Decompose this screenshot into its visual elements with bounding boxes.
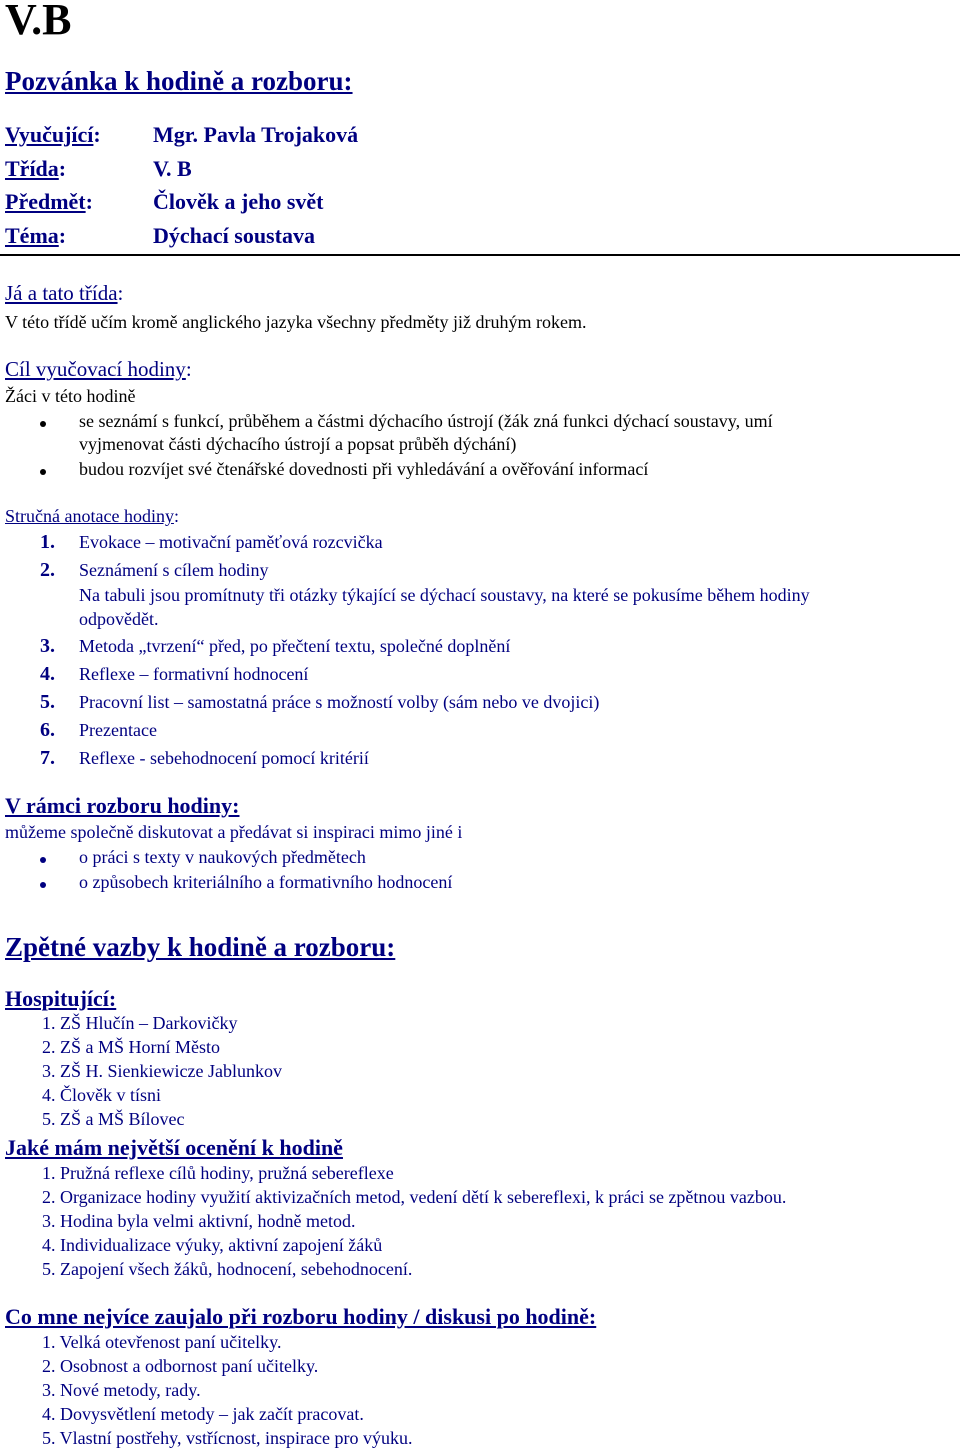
appreciation-item-1: 1. Pružná reflexe cílů hodiny, pružná sebereflexe [42, 1163, 394, 1183]
analysis-heading: V rámci rozboru hodiny: [5, 793, 240, 818]
meta-value-class: V. B [153, 156, 192, 181]
class-heading: V.B [5, 0, 72, 44]
appreciation-heading: Jaké mám největší ocenění k hodině [5, 1135, 343, 1160]
bullet-icon [40, 469, 46, 475]
annotation-num-2: 2. [40, 559, 55, 581]
appreciation-item-2: 2. Organizace hodiny využití aktivizačních metod, vedení dětí k sebereflexi, k práci se zpětnou vazbou. [42, 1187, 787, 1207]
lesson-goal-bullet-2: budou rozvíjet své čtenářské dovednosti při vyhledávání a ověřování informací [79, 459, 649, 479]
meta-label-teacher: Vyučující: [5, 122, 101, 147]
bullet-icon [40, 882, 46, 888]
meta-value-subject: Člověk a jeho svět [153, 189, 324, 214]
annotation-item-2-detail: Na tabuli jsou promítnuty tři otázky týkající se dýchací soustavy, na které se pokusíme během hodiny [79, 585, 810, 605]
annotation-item-2-detail-cont: odpovědět. [79, 609, 159, 629]
lesson-goal-bullet-1-cont: vyjmenovat části dýchacího ústrojí a popsat průběh dýchání) [79, 434, 517, 454]
observer-item-5: 5. ZŠ a MŠ Bílovec [42, 1109, 185, 1129]
bullet-icon [40, 857, 46, 863]
meta-label-class: Třída: [5, 156, 67, 181]
analysis-bullet-1: o práci s texty v naukových předmětech [79, 847, 366, 867]
annotation-item-5: Pracovní list – samostatná práce s možností volby (sám nebo ve dvojici) [79, 692, 600, 712]
annotation-item-4: Reflexe – formativní hodnocení [79, 664, 309, 684]
appreciation-item-3: 3. Hodina byla velmi aktivní, hodně metod. [42, 1211, 356, 1231]
annotation-item-7: Reflexe - sebehodnocení pomocí kritérií [79, 748, 369, 768]
analysis-intro: můžeme společně diskutovat a předávat si inspiraci mimo jiné i [5, 822, 463, 842]
observer-item-4: 4. Člověk v tísni [42, 1085, 162, 1105]
appreciation-item-5: 5. Zapojení všech žáků, hodnocení, sebehodnocení. [42, 1259, 413, 1279]
meta-label-subject: Předmět: [5, 189, 93, 214]
meta-label-topic: Téma: [5, 223, 67, 248]
annotation-item-3: Metoda „tvrzení“ před, po přečtení textu, společné doplnění [79, 636, 511, 656]
lesson-goal-intro: Žáci v této hodině [5, 386, 136, 406]
me-and-class-heading: Já a tato třída: [5, 281, 124, 305]
interest-item-5: 5. Vlastní postřehy, vstřícnost, inspirace pro výuku. [42, 1428, 413, 1448]
annotation-num-6: 6. [40, 719, 55, 741]
observers-heading: Hospitující: [5, 986, 117, 1011]
interest-item-3: 3. Nové metody, rady. [42, 1380, 201, 1400]
annotation-num-4: 4. [40, 663, 55, 685]
analysis-bullet-2: o způsobech kriteriálního a formativního hodnocení [79, 872, 453, 892]
interest-item-2: 2. Osobnost a odbornost paní učitelky. [42, 1356, 319, 1376]
annotation-item-6: Prezentace [79, 720, 157, 740]
annotation-num-3: 3. [40, 635, 55, 657]
annotation-item-2: Seznámení s cílem hodiny [79, 560, 269, 580]
annotation-num-7: 7. [40, 747, 55, 769]
meta-value-topic: Dýchací soustava [153, 223, 315, 248]
annotation-num-1: 1. [40, 531, 55, 553]
appreciation-item-4: 4. Individualizace výuky, aktivní zapojení žáků [42, 1235, 383, 1255]
bullet-icon [40, 421, 46, 427]
me-and-class-text: V této třídě učím kromě anglického jazyka všechny předměty již druhým rokem. [5, 312, 587, 332]
observer-item-3: 3. ZŠ H. Sienkiewicze Jablunkov [42, 1061, 282, 1081]
annotation-item-1: Evokace – motivační paměťová rozcvička [79, 532, 383, 552]
annotation-num-5: 5. [40, 691, 55, 713]
lesson-goal-bullet-1: se seznámí s funkcí, průběhem a částmi dýchacího ústrojí (žák zná funkci dýchací soustavy, umí [79, 411, 773, 431]
interest-item-4: 4. Dovysvětlení metody – jak začít pracovat. [42, 1404, 364, 1424]
feedback-heading: Zpětné vazby k hodině a rozboru: [5, 932, 396, 962]
meta-value-teacher: Mgr. Pavla Trojaková [153, 122, 359, 147]
observer-item-1: 1. ZŠ Hlučín – Darkovičky [42, 1013, 238, 1033]
invitation-heading: Pozvánka k hodině a rozboru: [5, 66, 353, 96]
observer-item-2: 2. ZŠ a MŠ Horní Město [42, 1037, 221, 1057]
annotation-heading: Stručná anotace hodiny: [5, 506, 179, 526]
interest-heading: Co mne nejvíce zaujalo při rozboru hodiny / diskusi po hodině: [5, 1304, 597, 1329]
lesson-goal-heading: Cíl vyučovací hodiny: [5, 357, 192, 381]
interest-item-1: 1. Velká otevřenost paní učitelky. [42, 1332, 282, 1352]
divider [0, 254, 960, 256]
